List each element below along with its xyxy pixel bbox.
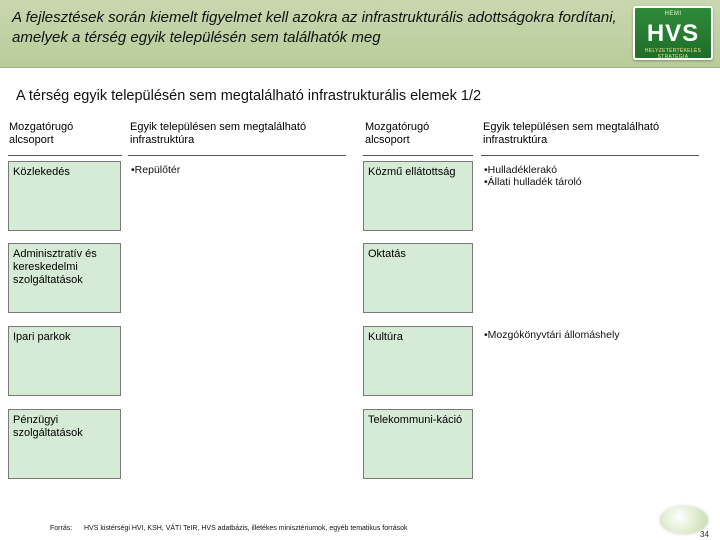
header-rule (8, 155, 122, 156)
category-box-penzugyi: Pénzügyi szolgáltatások (8, 409, 121, 479)
col-header-left-group: Mozgatórugó alcsoport (9, 121, 74, 146)
footer-source-text: HVS kistérségi HVI, KSH, VÁTI TeIR, HVS adatbázis, illetékes minisztériumok, egyéb tematikus források (84, 525, 408, 532)
infra-items-kozmu (484, 164, 704, 188)
category-box-telekommunikacio: Telekommuni-káció (363, 409, 473, 479)
page-number: 34 (700, 530, 709, 539)
logo-top-text: HEMI (664, 11, 682, 17)
section-title: A térség egyik településén sem megtalálható infrastrukturális elemek 1/2 (16, 88, 482, 104)
col-header-right-infra: Egyik településen sem megtalálható infrastruktúra (483, 121, 660, 146)
category-box-oktatas: Oktatás (363, 243, 473, 313)
logo-sub-text: HELYZETÉRTÉKELÉS STRATÉGIA (644, 48, 702, 60)
header-rule (363, 155, 473, 156)
logo-main-text: HVS (646, 20, 700, 47)
infra-item: •Mozgókönyvtári állomáshely (484, 329, 620, 341)
category-box-kozmu: Közmű ellátottság (363, 161, 473, 231)
category-box-ipari-parkok: Ipari parkok (8, 326, 121, 396)
infra-item: •Állati hulladék tároló (484, 176, 582, 188)
header-band (0, 0, 720, 68)
infra-items-kozlekedes: •Repülőtér (131, 164, 181, 176)
infra-items-kultura (484, 329, 704, 341)
header-rule (481, 155, 699, 156)
col-header-left-infra: Egyik településen sem megtalálható infrastruktúra (130, 121, 307, 146)
header-rule (128, 155, 346, 156)
infra-item: •Hulladéklerakó (484, 164, 558, 176)
hvs-logo (633, 6, 713, 60)
category-box-adminisztrativ: Adminisztratív és kereskedelmi szolgáltatások (8, 243, 121, 313)
col-header-right-group: Mozgatórugó alcsoport (365, 121, 430, 146)
footer-source-label: Forrás: (50, 525, 73, 532)
slide-headline: A fejlesztések során kiemelt figyelmet kell azokra az infrastrukturális adottságokra fordítani, amelyek a térség egyik településén sem találhatók meg (12, 9, 617, 46)
category-box-kultura: Kultúra (363, 326, 473, 396)
category-box-kozlekedes: Közlekedés (8, 161, 121, 231)
